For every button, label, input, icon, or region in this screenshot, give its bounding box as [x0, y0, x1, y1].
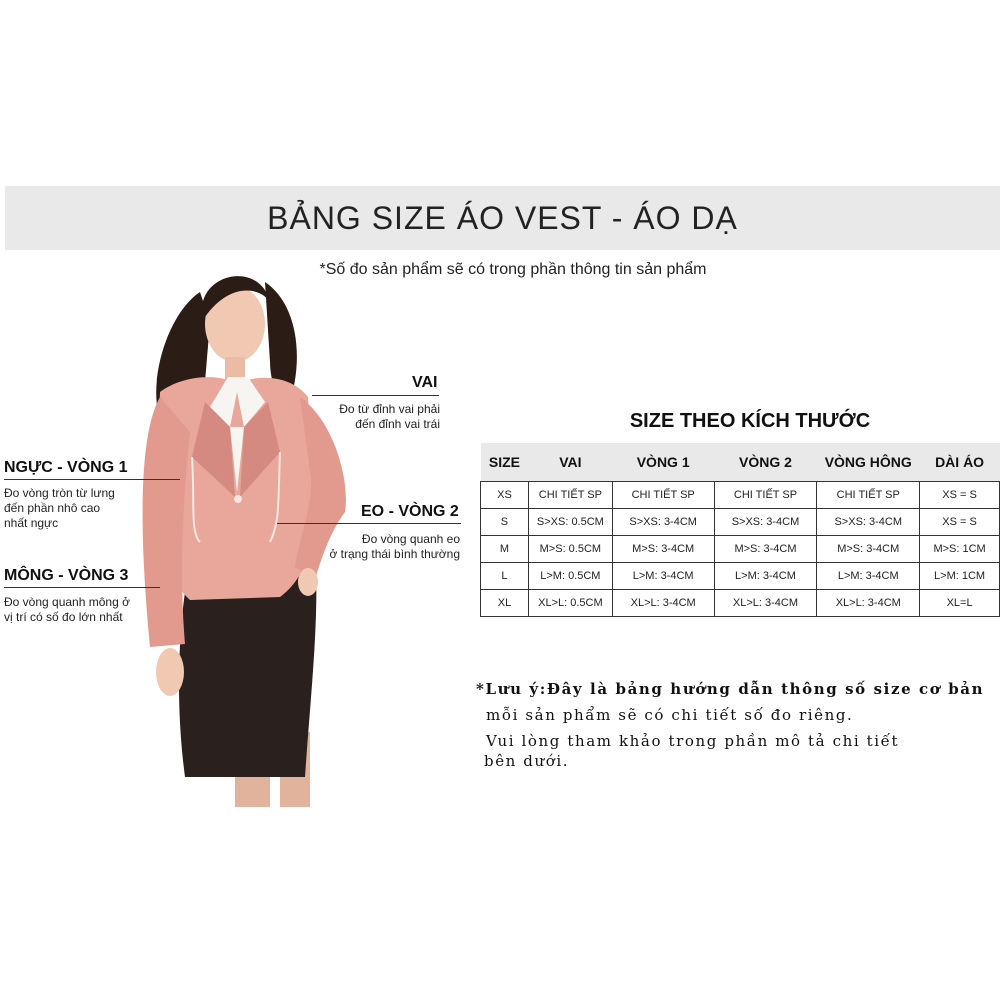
table-header: DÀI ÁO: [920, 443, 1000, 482]
title-bar: [5, 186, 1000, 250]
table-cell: XL=L: [920, 590, 1000, 617]
table-cell: M>S: 3-4CM: [612, 536, 714, 563]
label-nguc-rule: [4, 479, 180, 480]
label-nguc-desc: Đo vòng tròn từ lưng đến phần nhô cao nhất ngực: [4, 486, 115, 530]
label-vai-desc: Đo từ đỉnh vai phải đến đỉnh vai trái: [339, 402, 440, 431]
table-row: [481, 509, 1000, 536]
label-mong-desc: Đo vòng quanh mông ở vị trí có số đo lớn nhất: [4, 595, 130, 624]
table-row: [481, 563, 1000, 590]
table-cell: XS = S: [920, 482, 1000, 509]
table-cell: CHI TIẾT SP: [612, 482, 714, 509]
label-mong-title: MÔNG - VÒNG 3: [4, 567, 129, 584]
table-cell: XL: [481, 590, 529, 617]
table-cell: S>XS: 3-4CM: [817, 509, 920, 536]
blazer-button: [234, 495, 242, 503]
table-row: [481, 590, 1000, 617]
table-cell: XL>L: 3-4CM: [817, 590, 920, 617]
table-cell: XL>L: 0.5CM: [528, 590, 612, 617]
table-cell: M: [481, 536, 529, 563]
table-cell: CHI TIẾT SP: [714, 482, 817, 509]
page-title: BẢNG SIZE ÁO VEST - ÁO DẠ: [267, 199, 738, 236]
note-line: bên dưới.: [484, 752, 570, 770]
table-row: [481, 536, 1000, 563]
table-cell: XL>L: 3-4CM: [714, 590, 817, 617]
table-cell: CHI TIẾT SP: [528, 482, 612, 509]
label-vai-rule: [312, 395, 439, 396]
table-cell: L: [481, 563, 529, 590]
table-cell: M>S: 3-4CM: [817, 536, 920, 563]
table-header: SIZE: [481, 443, 529, 482]
label-eo-rule: [277, 523, 461, 524]
table-cell: XS: [481, 482, 529, 509]
table-header: VÒNG HÔNG: [817, 443, 920, 482]
size-table: [480, 443, 1000, 617]
table-cell: L>M: 3-4CM: [612, 563, 714, 590]
label-eo-desc: Đo vòng quanh eo ở trạng thái bình thường: [329, 532, 460, 561]
label-mong-rule: [4, 587, 160, 588]
note-line: *Lưu ý:Đây là bảng hướng dẫn thông số size cơ bản: [476, 680, 985, 698]
table-title: SIZE THEO KÍCH THƯỚC: [629, 410, 871, 432]
table-cell: M>S: 0.5CM: [528, 536, 612, 563]
table-cell: S: [481, 509, 529, 536]
label-eo-title: EO - VÒNG 2: [361, 503, 459, 520]
hand-left: [156, 648, 184, 696]
label-vai-title: VAI: [412, 374, 438, 391]
subtitle: *Số đo sản phẩm sẽ có trong phần thông tin sản phẩm: [319, 261, 707, 278]
hand-right: [298, 568, 318, 596]
note-line: mỗi sản phẩm sẽ có chi tiết số đo riêng.: [486, 706, 854, 724]
table-header-row: [481, 443, 1000, 482]
table-cell: L>M: 3-4CM: [817, 563, 920, 590]
table-cell: L>M: 3-4CM: [714, 563, 817, 590]
label-nguc-title: NGỰC - VÒNG 1: [4, 459, 128, 476]
table-cell: M>S: 1CM: [920, 536, 1000, 563]
table-row: [481, 482, 1000, 509]
table-cell: XL>L: 3-4CM: [612, 590, 714, 617]
table-cell: L>M: 0.5CM: [528, 563, 612, 590]
table-cell: XS = S: [920, 509, 1000, 536]
table-cell: M>S: 3-4CM: [714, 536, 817, 563]
table-cell: CHI TIẾT SP: [817, 482, 920, 509]
table-cell: S>XS: 3-4CM: [714, 509, 817, 536]
table-header: VAI: [528, 443, 612, 482]
table-cell: S>XS: 3-4CM: [612, 509, 714, 536]
table-header: VÒNG 2: [714, 443, 817, 482]
table-cell: S>XS: 0.5CM: [528, 509, 612, 536]
note-line: Vui lòng tham khảo trong phần mô tả chi tiết: [486, 732, 900, 750]
table-header: VÒNG 1: [612, 443, 714, 482]
table-cell: L>M: 1CM: [920, 563, 1000, 590]
note-block: [476, 680, 996, 778]
